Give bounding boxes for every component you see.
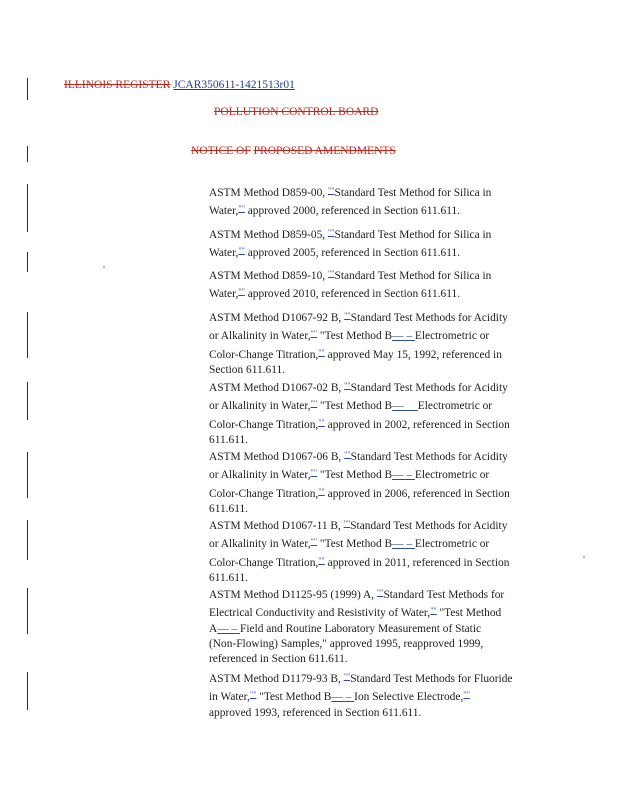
reference-entry [209, 516, 539, 586]
change-bar [27, 382, 28, 420]
entry-line: Electrical Conductivity and Resistivity of Water,"" "Test Method [209, 606, 502, 620]
entry-line: ASTM Method D1067-92 B, ""Standard Test Methods for Acidity [209, 311, 508, 324]
entry-line: ASTM Method D1067-11 B, ""Standard Test Methods for Acidity [209, 519, 508, 532]
change-bar [27, 146, 28, 162]
change-bar [27, 672, 28, 710]
reference-entry [209, 266, 539, 303]
entry-line: Section 611.611. [209, 363, 286, 376]
reference-entry [209, 585, 539, 667]
entry-line: or Alkalinity in Water,"" "Test Method B— – Electrometric or [209, 537, 490, 551]
register-struck: ILLINOIS REGISTER [64, 79, 171, 91]
scan-speck [103, 266, 105, 268]
entry-line: ASTM Method D859-00, ""Standard Test Method for Silica in [209, 186, 492, 199]
reference-entry [209, 183, 539, 220]
register-header [64, 79, 295, 91]
entry-line: or Alkalinity in Water,"" "Test Method B— – Electrometric or [209, 329, 490, 343]
notice-rest: PROPOSED AMENDMENTS [253, 145, 396, 157]
change-bar [27, 78, 28, 100]
entry-line: 611.611. [209, 571, 249, 584]
reference-entry [209, 669, 539, 721]
entry-line: ASTM Method D1179-93 B, ""Standard Test Methods for Fluoride [209, 672, 513, 685]
reference-entry [209, 308, 539, 378]
change-bar [27, 312, 28, 358]
entry-line: Color-Change Titration,"" approved in 2006, referenced in Section [209, 486, 510, 500]
board-struck: POLLUTION CONTROL BOARD [214, 106, 379, 118]
reference-entry [209, 447, 539, 517]
entry-line: Water,"" approved 2000, referenced in Section 611.611. [209, 204, 461, 218]
entry-line: A— – Field and Routine Laboratory Measurement of Static [209, 622, 482, 635]
reference-entry [209, 225, 539, 262]
entry-line: Water,"" approved 2010, referenced in Section 611.611. [209, 287, 461, 301]
entry-line: in Water,"" "Test Method B— – Ion Selective Electrode,"" [209, 690, 470, 704]
entry-line: approved 1993, referenced in Section 611.611. [209, 706, 422, 719]
entry-line: or Alkalinity in Water,"" "Test Method B— – Electrometric or [209, 468, 490, 482]
entry-line: 611.611. [209, 433, 249, 446]
entry-line: referenced in Section 611.611. [209, 653, 348, 666]
entry-line: (Non-Flowing) Samples," approved 1995, reapproved 1999, [209, 637, 484, 650]
notice-struck: NOTICE OF [191, 145, 251, 157]
entry-line: Color-Change Titration,"" approved May 15, 1992, referenced in [209, 347, 502, 361]
change-bar [27, 520, 28, 560]
entry-line: ASTM Method D859-10, ""Standard Test Method for Silica in [209, 269, 492, 282]
entry-line: Color-Change Titration,"" approved in 2011, referenced in Section [209, 555, 510, 569]
change-bar [27, 184, 28, 232]
board-header [214, 106, 378, 118]
entry-line: ASTM Method D1125-95 (1999) A, ""Standard Test Methods for [209, 588, 505, 601]
notice-header [191, 145, 396, 157]
entry-line: ASTM Method D859-05, ""Standard Test Method for Silica in [209, 228, 492, 241]
scan-speck [583, 556, 585, 558]
entry-line: ASTM Method D1067-06 B, ""Standard Test Methods for Acidity [209, 450, 508, 463]
jcar-code: JCAR350611-1421513r01 [173, 79, 295, 91]
entry-line: 611.611. [209, 502, 249, 515]
change-bar [27, 252, 28, 272]
change-bar [27, 452, 28, 498]
entry-line: Color-Change Titration,"" approved in 2002, referenced in Section [209, 417, 510, 431]
reference-entry [209, 378, 539, 448]
change-bar [27, 588, 28, 634]
entry-line: Water,"" approved 2005, referenced in Section 611.611. [209, 246, 461, 260]
entry-line: or Alkalinity in Water,"" "Test Method B— __Electrometric or [209, 399, 493, 413]
entry-line: ASTM Method D1067-02 B, ""Standard Test Methods for Acidity [209, 381, 508, 394]
